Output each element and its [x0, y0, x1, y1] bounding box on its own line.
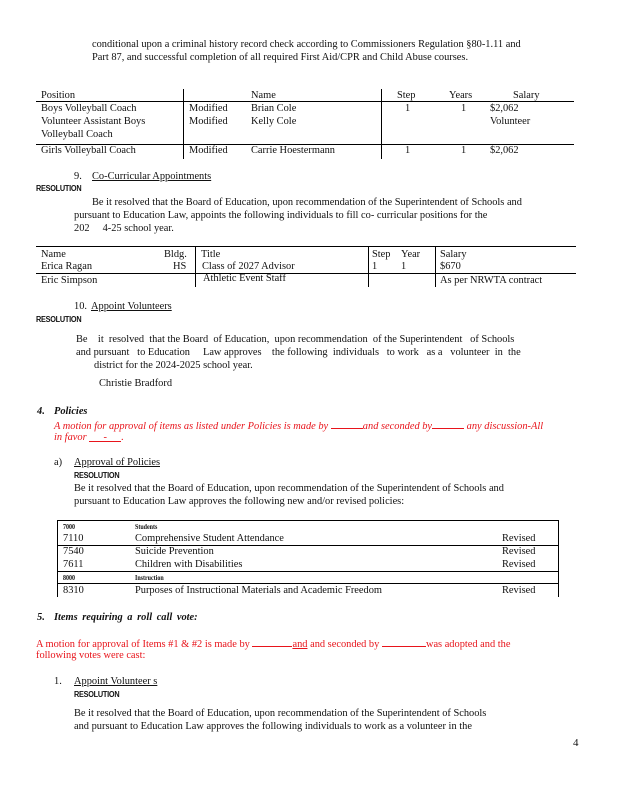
cell-salary: As per NRWTA contract [440, 275, 543, 286]
section9-title: Co-Curricular Appointments [92, 171, 212, 182]
policies-row-rule [57, 545, 559, 546]
cell-position-cont: Volleyball Coach [41, 129, 113, 140]
section10-body-1: Be it resolved that the Board of Education, upon recommendation of the Superintendent of Schools [76, 334, 515, 345]
cell-title: Class of 2027 Advisor [202, 261, 295, 272]
cocurricular-divider [435, 247, 436, 287]
cell-year: 1 [401, 261, 407, 272]
policy-title: Comprehensive Student Attendance [135, 533, 284, 544]
cell-name: Kelly Cole [251, 116, 297, 127]
cell-bldg: HS [173, 261, 187, 272]
policy-status: Revised [502, 559, 536, 570]
intro-line-1: conditional upon a criminal history record check according to Commissioners Regulation §80-1.11 and [92, 39, 521, 50]
policy-title: Children with Disabilities [135, 559, 243, 570]
section5-motion-line-2: following votes were cast: [36, 650, 146, 661]
cell-title: Athletic Event Staff [203, 273, 286, 284]
col-header-name: Name [41, 249, 66, 260]
col-header-step: Step [397, 90, 416, 101]
moved-by-blank[interactable] [252, 636, 292, 647]
motion-text: any discussion-All [466, 421, 544, 432]
motion-text: and [292, 639, 308, 650]
motion-text: in favor [54, 432, 87, 443]
col-header-title: Title [201, 249, 221, 260]
motion-text: was adopted and the [425, 639, 511, 650]
cell-salary: $670 [440, 261, 461, 272]
col-header-name: Name [251, 90, 276, 101]
section5-title: Items requiring a roll call vote: [54, 612, 198, 623]
col-header-salary: Salary [513, 90, 540, 101]
cell-name: Brian Cole [251, 103, 297, 114]
cell-name: Erica Ragan [41, 261, 93, 272]
policy-code: 7110 [63, 533, 84, 544]
cell-years: 1 [461, 145, 467, 156]
cell-level: Modified [189, 145, 228, 156]
section10-number: 10. [74, 301, 87, 312]
section9-body-1: Be it resolved that the Board of Education, upon recommendation of the Superintendent of Schools and [92, 197, 522, 208]
policies-left-border [57, 520, 58, 597]
cell-salary: Volunteer [490, 116, 531, 127]
policy-group-title: Instruction [135, 573, 164, 582]
policy-status: Revised [502, 533, 536, 544]
cell-step: 1 [405, 103, 411, 114]
col-header-years: Years [449, 90, 473, 101]
section10-body-3: district for the 2024-2025 school year. [94, 360, 253, 371]
cell-position: Girls Volleyball Coach [41, 145, 136, 156]
motion-text: and seconded by [362, 421, 433, 432]
cocurricular-divider [368, 247, 369, 287]
col-header-year: Year [401, 249, 421, 260]
col-header-bldg: Bldg. [164, 249, 187, 260]
coach-table-divider [381, 89, 382, 159]
motion-text: A motion for approval of items as listed under Policies is made by [54, 421, 329, 432]
policy-group-code: 7000 [63, 522, 75, 531]
cell-name: Carrie Hoestermann [251, 145, 335, 156]
cocurricular-divider [195, 247, 196, 287]
vote-count-blank[interactable] [89, 431, 121, 442]
section10-resolution-label: RESOLUTION [36, 314, 82, 324]
cell-name: Eric Simpson [41, 275, 98, 286]
policies-number: 4. [37, 406, 45, 417]
cell-position: Boys Volleyball Coach [41, 103, 137, 114]
cell-position: Volunteer Assistant Boys [41, 116, 146, 127]
section10-body-2: and pursuant to Education Law approves the following individuals to work as a volunteer in the [76, 347, 521, 358]
policy-group-title: Students [135, 522, 158, 531]
section9-resolution-label: RESOLUTION [36, 183, 82, 193]
intro-line-2: Part 87, and successful completion of all required First Aid/CPR and Child Abuse courses. [92, 52, 469, 63]
moved-by-blank[interactable] [331, 418, 363, 429]
policy-title: Suicide Prevention [135, 546, 214, 557]
cell-level: Modified [189, 103, 228, 114]
vote-dash: - [103, 432, 107, 443]
policies-top-rule [57, 520, 559, 521]
cell-salary: $2,062 [490, 145, 519, 156]
policies-title: Policies [54, 406, 88, 417]
policies-resolution-label: RESOLUTION [74, 470, 120, 480]
motion-text: A motion for approval of Items #1 & #2 is made by [36, 639, 250, 650]
policies-body-2: pursuant to Education Law approves the following new and/or revised policies: [74, 496, 405, 507]
policy-code: 7611 [63, 559, 84, 570]
policy-code: 7540 [63, 546, 84, 557]
page-number: 4 [573, 737, 579, 749]
item1-resolution-label: RESOLUTION [74, 689, 120, 699]
cell-level: Modified [189, 116, 228, 127]
cocurricular-top-rule [36, 246, 576, 247]
policy-status: Revised [502, 585, 536, 596]
policies-row-rule [57, 571, 559, 572]
col-header-position: Position [41, 90, 76, 101]
section9-body-3: 202 4-25 school year. [74, 223, 174, 234]
policies-sub-a-letter: a) [54, 457, 63, 468]
cell-years: 1 [461, 103, 467, 114]
col-header-step: Step [372, 249, 391, 260]
seconded-by-blank[interactable] [432, 418, 464, 429]
item1-number: 1. [54, 676, 62, 687]
section9-number: 9. [74, 171, 82, 182]
policy-status: Revised [502, 546, 536, 557]
col-header-salary: Salary [440, 249, 467, 260]
item1-body-2: and pursuant to Education Law approves the following individuals to work as a volunteer in the [74, 721, 472, 732]
cell-step: 1 [405, 145, 411, 156]
policies-sub-a-title: Approval of Policies [74, 457, 160, 468]
policies-body-1: Be it resolved that the Board of Education, upon recommendation of the Superintendent of Schools and [74, 483, 504, 494]
item1-title: Appoint Volunteer s [74, 676, 158, 687]
seconded-by-blank[interactable] [382, 636, 426, 647]
coach-table-divider [183, 89, 184, 159]
section5-number: 5. [37, 612, 45, 623]
policy-title: Purposes of Instructional Materials and Academic Freedom [135, 585, 383, 596]
cell-step: 1 [372, 261, 378, 272]
motion-text: and seconded by [310, 639, 380, 650]
policies-motion-line-1 [54, 418, 543, 433]
policy-code: 8310 [63, 585, 84, 596]
cell-salary: $2,062 [490, 103, 519, 114]
section9-body-2: pursuant to Education Law, appoints the following individuals to fill co- curricular positions for the [74, 210, 488, 221]
policy-group-code: 8000 [63, 573, 75, 582]
policies-motion-line-2: in favor - . [54, 432, 124, 443]
section10-title: Appoint Volunteers [91, 301, 172, 312]
volunteer-name: Christie Bradford [99, 378, 173, 389]
item1-body-1: Be it resolved that the Board of Education, upon recommendation of the Superintendent of Schools [74, 708, 487, 719]
policies-right-border [558, 520, 559, 597]
